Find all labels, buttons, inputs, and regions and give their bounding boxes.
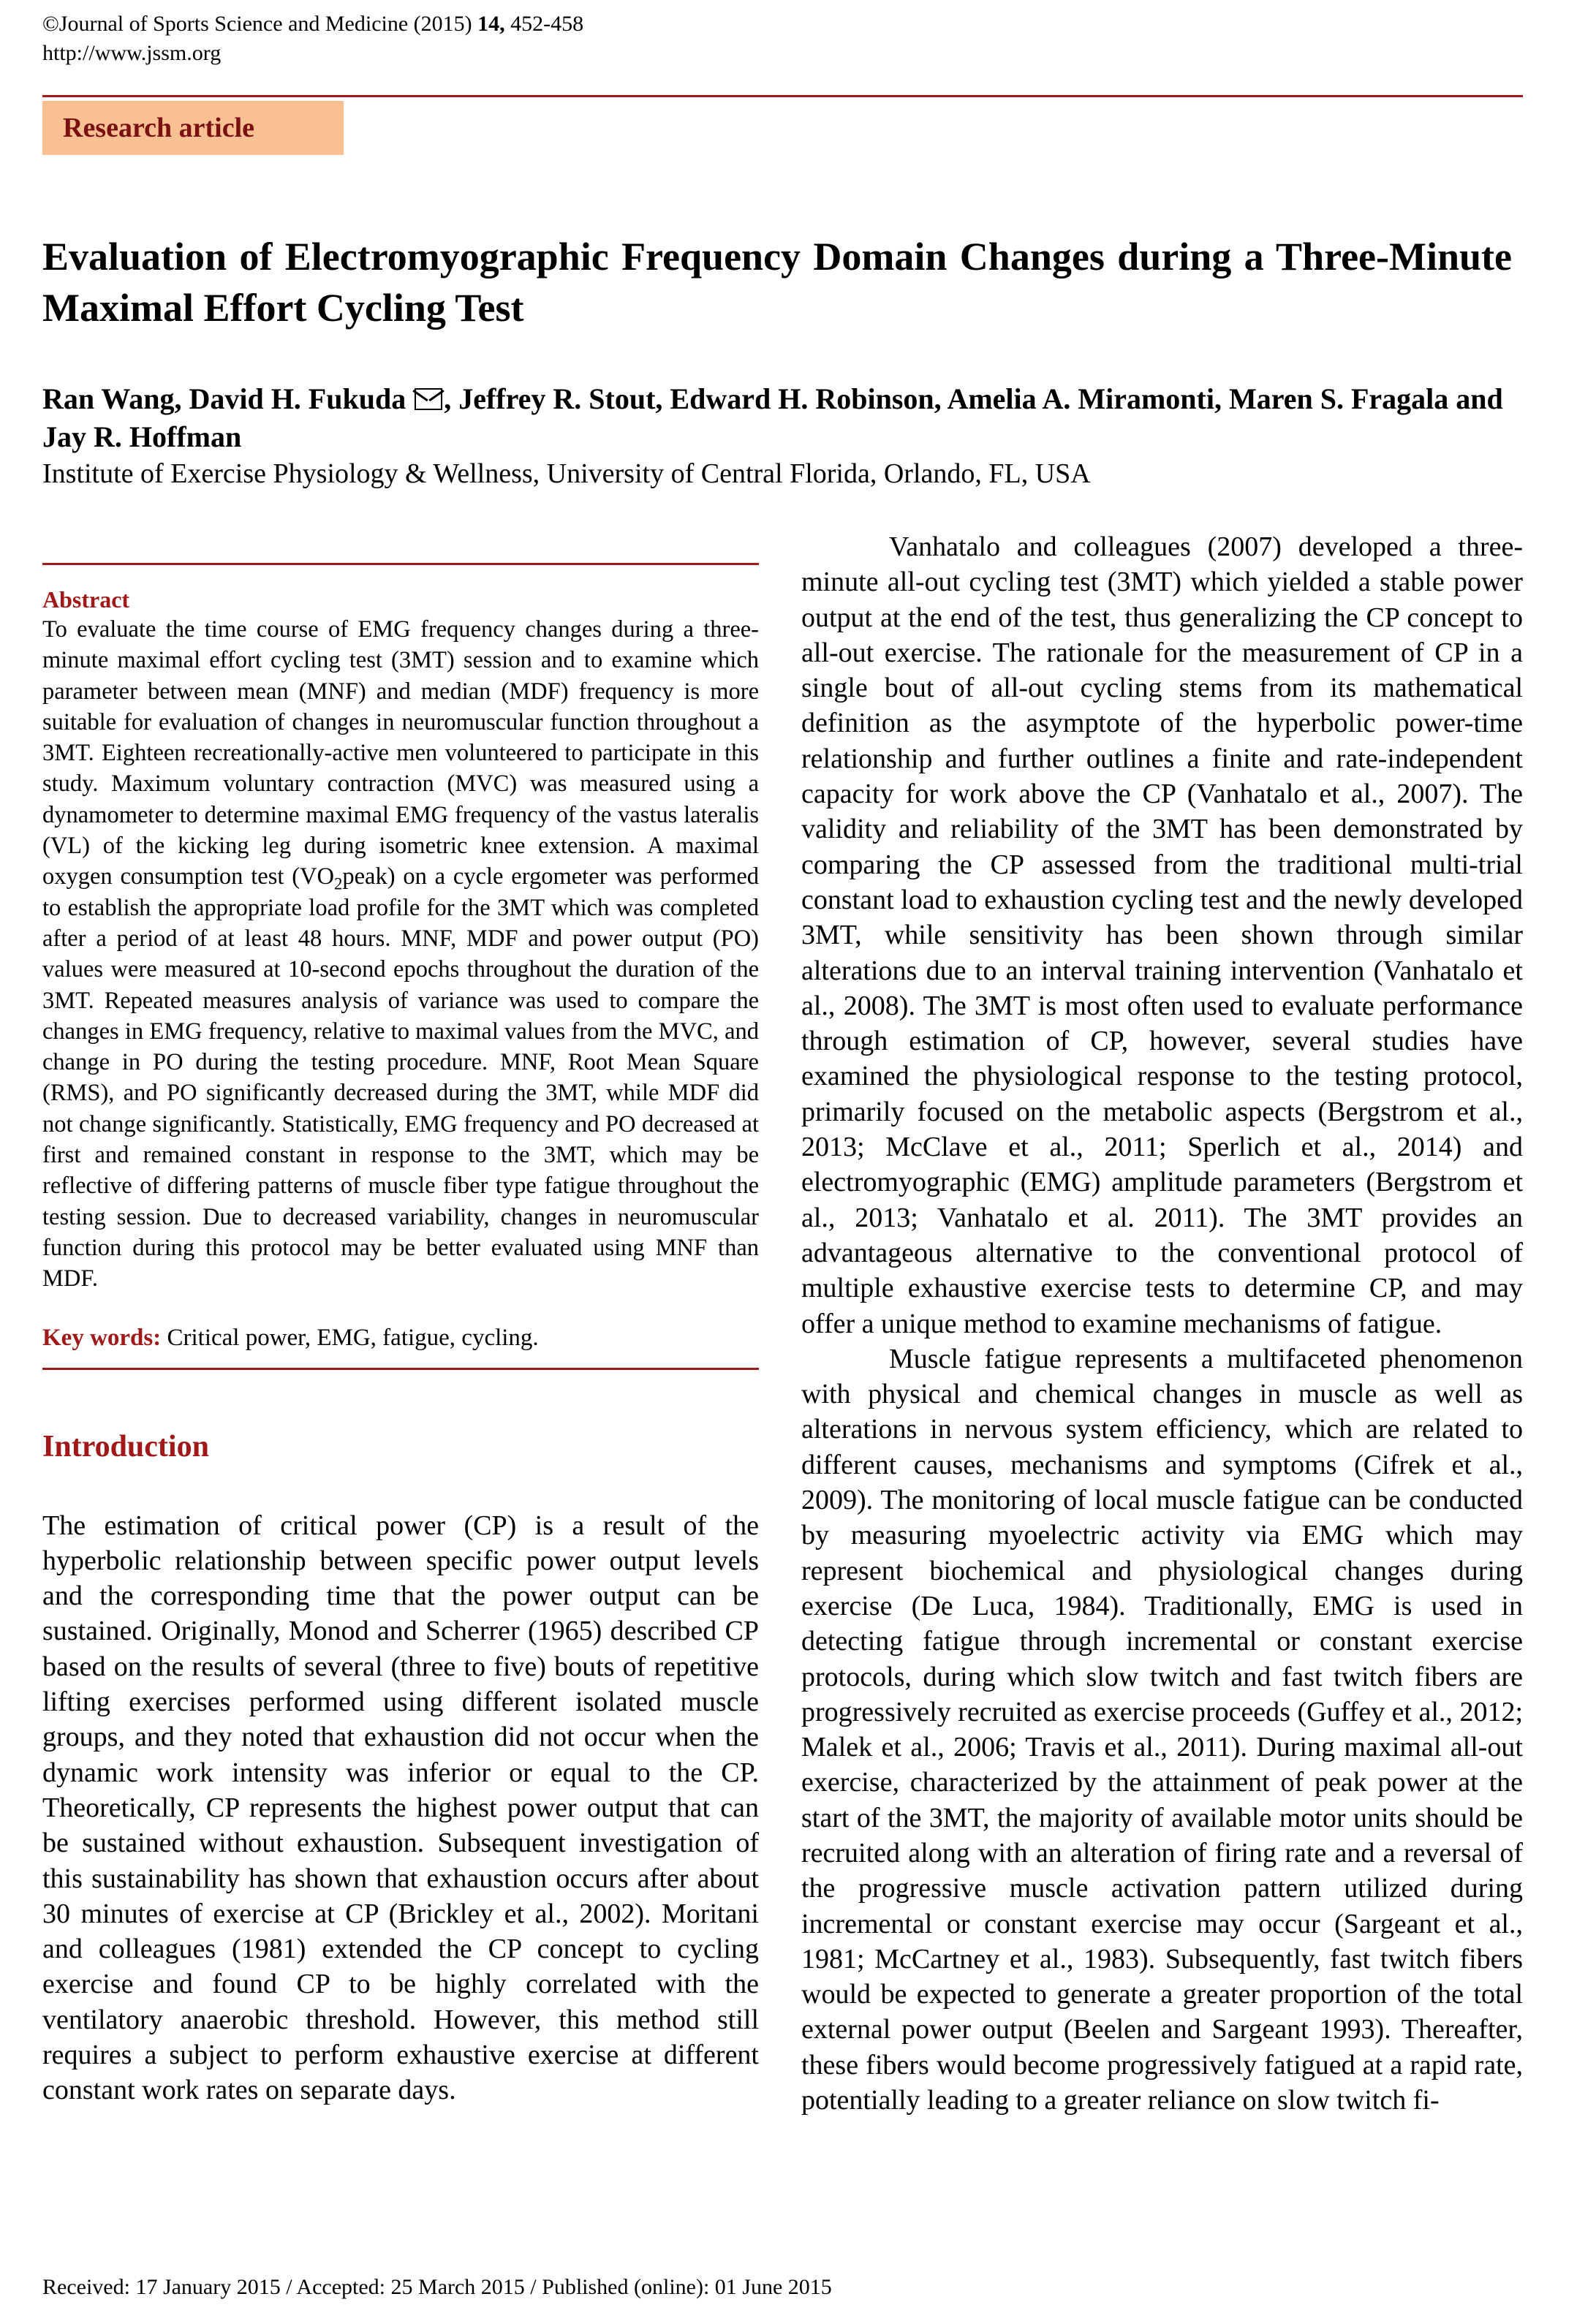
email-icon[interactable] [415, 388, 442, 410]
introduction-paragraph-2: Vanhatalo and colleagues (2007) developed a three-minute all-out cycling test (3MT) which yielded a stable power output at the end of the test, thus generalizing the CP concept to all-out exercise. The rationale for the measurement of CP in a single bout of all-out cycling stems from its mathematical definition as the asymptote of the hyperbolic power-time relationship and further outlines a finite and rate-independent capacity for work above the CP (Vanhatalo et al., 2007). The validity and reliability of the 3MT has been demonstrated by comparing the CP assessed from the traditional multi-trial constant load to exhaustion cycling test and the newly developed 3MT, while sensitivity has been shown through similar alterations due to an interval training intervention (Vanhatalo et al., 2008). The 3MT is most often used to evaluate performance through estimation of CP, however, several studies have examined the physiological response to the testing protocol, primarily focused on the metabolic aspects (Bergstrom et al., 2013; McClave et al., 2011; Sperlich et al., 2014) and electromyographic (EMG) amplitude parameters (Bergstrom et al., 2013; Vanhatalo et al. 2011). The 3MT provides an advantageous alternative to the conventional protocol of multiple exhaustive exercise tests to determine CP, and may offer a unique method to examine mechanisms of fatigue. [801, 531, 1523, 1339]
abstract-text-b: peak) on a cycle ergometer was performed to establish the appropriate load profile for the 3MT which was completed after a period of at least 48 hours. MNF, MDF and power output (PO) values were measured at 10-second epochs throughout the duration of the 3MT. Repeated measures analysis of variance was used to compare the changes in EMG frequency, relative to maximal values from the MVC, and change in PO during the testing procedure. MNF, Root Mean Square (RMS), and PO significantly decreased during the 3MT, while MDF did not change significantly. Statistically, EMG frequency and PO decreased at first and remained constant in response to the 3MT, which may be reflective of differing patterns of muscle fiber type fatigue throughout the testing session. Due to decreased variability, changes in neuromuscular function during this protocol may be better evaluated using MNF than MDF. [42, 863, 759, 1292]
keywords-text: Critical power, EMG, fatigue, cycling. [161, 1324, 539, 1351]
right-column [801, 529, 1523, 2118]
abstract-top-rule [42, 563, 759, 565]
author-list [42, 380, 1512, 456]
journal-url[interactable]: http://www.jssm.org [42, 41, 222, 65]
authors-part1: Ran Wang, David H. Fukuda [42, 382, 414, 415]
affiliation: Institute of Exercise Physiology & Wellness, University of Central Florida, Orlando, FL, USA [42, 458, 1091, 489]
introduction-paragraph-1: The estimation of critical power (CP) is a result of the hyperbolic relationship between specific power output levels and the corresponding time that the power output can be sustained. Originally, Monod and Scherrer (1965) described CP based on the results of several (three to five) bouts of repetitive lifting exercises performed using different isolated muscle groups, and they noted that exhaustion did not occur when the dynamic work intensity was inferior or equal to the CP. Theoretically, CP represents the highest power output that can be sustained without exhaustion. Subsequent investigation of this sustainability has shown that exhaustion occurs after about 30 minutes of exercise at CP (Brickley et al., 2002). Moritani and colleagues (1981) extended the CP concept to cycling exercise and found CP to be highly correlated with the ventilatory anaerobic threshold. However, this method still requires a subject to perform exhaustive exercise at different constant work rates on separate days. [42, 1510, 759, 2106]
introduction-heading: Introduction [42, 1429, 209, 1464]
journal-name: ©Journal of Sports Science and Medicine (2015) [42, 12, 478, 36]
article-type-badge: Research article [42, 101, 344, 155]
abstract-text [42, 614, 759, 1295]
introduction-paragraph-3: Muscle fatigue represents a multifaceted phenomenon with physical and chemical changes in muscle as well as alterations in nervous system efficiency, which are related to different causes, mechanisms and symptoms (Cifrek et al., 2009). The monitoring of local muscle fatigue can be conducted by measuring myoelectric activity via EMG which may represent biochemical and physiological changes during exercise (De Luca, 1984). Traditionally, EMG is used in detecting fatigue through incremental or constant exercise protocols, during which slow twitch and fast twitch fibers are progressively recruited as exercise proceeds (Guffey et al., 2012; Malek et al., 2006; Travis et al., 2011). During maximal all-out exercise, characterized by the attainment of peak power at the start of the 3MT, the majority of available motor units should be recruited along with an alteration of firing rate and a reversal of the progressive muscle activation pattern utilized during incremental or constant exercise may occur (Sargeant et al., 1981; McCartney et al., 1983). Subsequently, fast twitch fibers would be expected to generate a greater proportion of the total external power output (Beelen and Sargeant 1993). Thereafter, these fibers would become progressively fatigued at a rapid rate, potentially leading to a greater reliance on slow twitch fi- [801, 1343, 1523, 2116]
authors-part2: , Jeffrey R. Stout, Edward H. Robinson, Amelia A. Miramonti, Maren S. Fragala and Jay R. Hoffman [42, 382, 1503, 453]
keywords-label: Key words: [42, 1324, 162, 1351]
left-column [42, 556, 759, 2108]
keywords [42, 1322, 759, 1353]
journal-citation [42, 10, 583, 38]
header-divider [42, 95, 1523, 97]
abstract-subscript: 2 [333, 874, 343, 893]
abstract-heading: Abstract [42, 586, 130, 613]
publication-dates: Received: 17 January 2015 / Accepted: 25 March 2015 / Published (online): 01 June 2015 [42, 2275, 832, 2299]
journal-pages: 452-458 [504, 12, 584, 36]
abstract-text-a: To evaluate the time course of EMG frequency changes during a three-minute maximal effort cycling test (3MT) session and to examine which parameter between mean (MNF) and median (MDF) frequency is more suitable for evaluation of changes in neuromuscular function throughout a 3MT. Eighteen recreationally-active men volunteered to participate in this study. Maximum voluntary contraction (MVC) was measured using a dynamometer to determine maximal EMG frequency of the vastus lateralis (VL) of the kicking leg during isometric knee extension. A maximal oxygen consumption test (VO [42, 616, 759, 890]
article-title: Evaluation of Electromyographic Frequency Domain Changes during a Three-Minute Maximal Effort Cycling Test [42, 235, 1512, 330]
journal-volume: 14, [477, 12, 505, 36]
abstract-bottom-rule [42, 1368, 759, 1370]
